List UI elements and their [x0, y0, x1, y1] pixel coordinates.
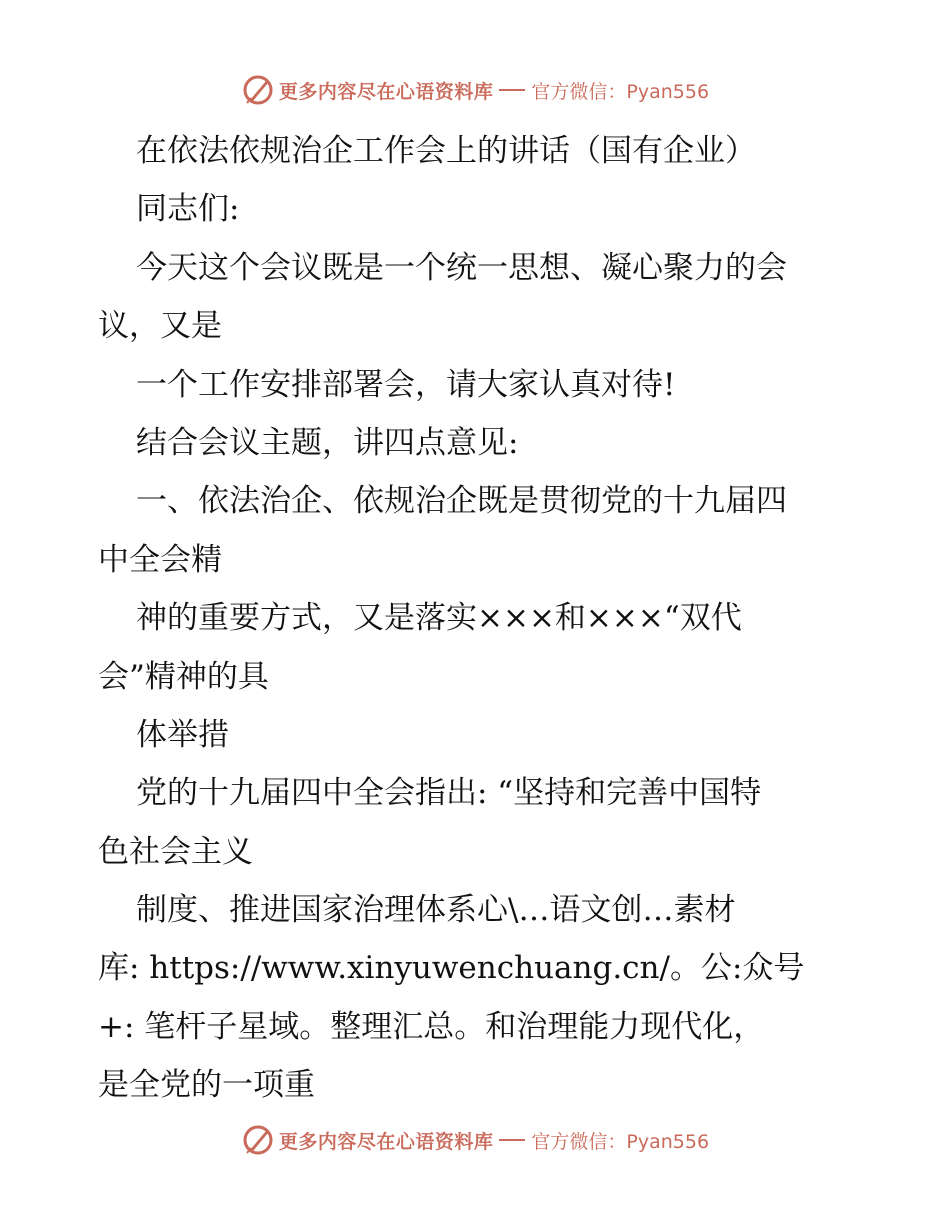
header-watermark-banner [0, 70, 950, 110]
section-heading-line: 中全会精 [98, 541, 222, 578]
header-banner-content [241, 73, 709, 107]
paragraph-line: 色社会主义 [98, 833, 253, 870]
paragraph-line: 是全党的一项重 [98, 1067, 315, 1104]
section-heading-line: 神的重要方式，又是落实×××和×××“双代 [136, 600, 742, 637]
paragraph-line: +: 笔杆子星域。整理汇总。和治理能力现代化， [98, 1008, 765, 1045]
paragraph-line: 库: https://www.xinyuwenchuang.cn/。公:众号 [98, 950, 805, 987]
paragraph-line: 今天这个会议既是一个统一思想、凝心聚力的会 [136, 249, 787, 286]
section-heading-line: 体举措 [136, 716, 229, 753]
paragraph-line: 一个工作安排部署会，请大家认真对待! [136, 366, 676, 403]
paragraph-line: 议，又是 [98, 308, 222, 345]
paragraph-line: 结合会议主题，讲四点意见: [136, 424, 519, 461]
section-heading-line: 会”精神的具 [98, 658, 269, 695]
document-title: 在依法依规治企工作会上的讲话（国有企业） [136, 133, 756, 169]
footer-watermark-banner [0, 1120, 950, 1160]
banner-wechat-label: 官方微信：Pyan556 [531, 80, 710, 103]
salutation: 同志们: [136, 191, 240, 228]
banner-dash [499, 1139, 525, 1141]
section-heading-line: 一、依法治企、依规治企既是贯彻党的十九届四 [136, 483, 787, 520]
paragraph-line: 党的十九届四中全会指出: “坚持和完善中国特 [136, 775, 762, 812]
document-body [98, 122, 858, 1115]
quill-pen-logo-icon [241, 1123, 275, 1157]
paragraph-line: 制度、推进国家治理体系心\…语文创…素材 [136, 892, 736, 929]
quill-pen-logo-icon [241, 73, 275, 107]
banner-title: 更多内容尽在心语资料库 [278, 1130, 494, 1153]
banner-wechat-label: 官方微信：Pyan556 [531, 1130, 710, 1153]
banner-title: 更多内容尽在心语资料库 [278, 80, 494, 103]
footer-banner-content [241, 1123, 709, 1157]
banner-dash [499, 89, 525, 91]
